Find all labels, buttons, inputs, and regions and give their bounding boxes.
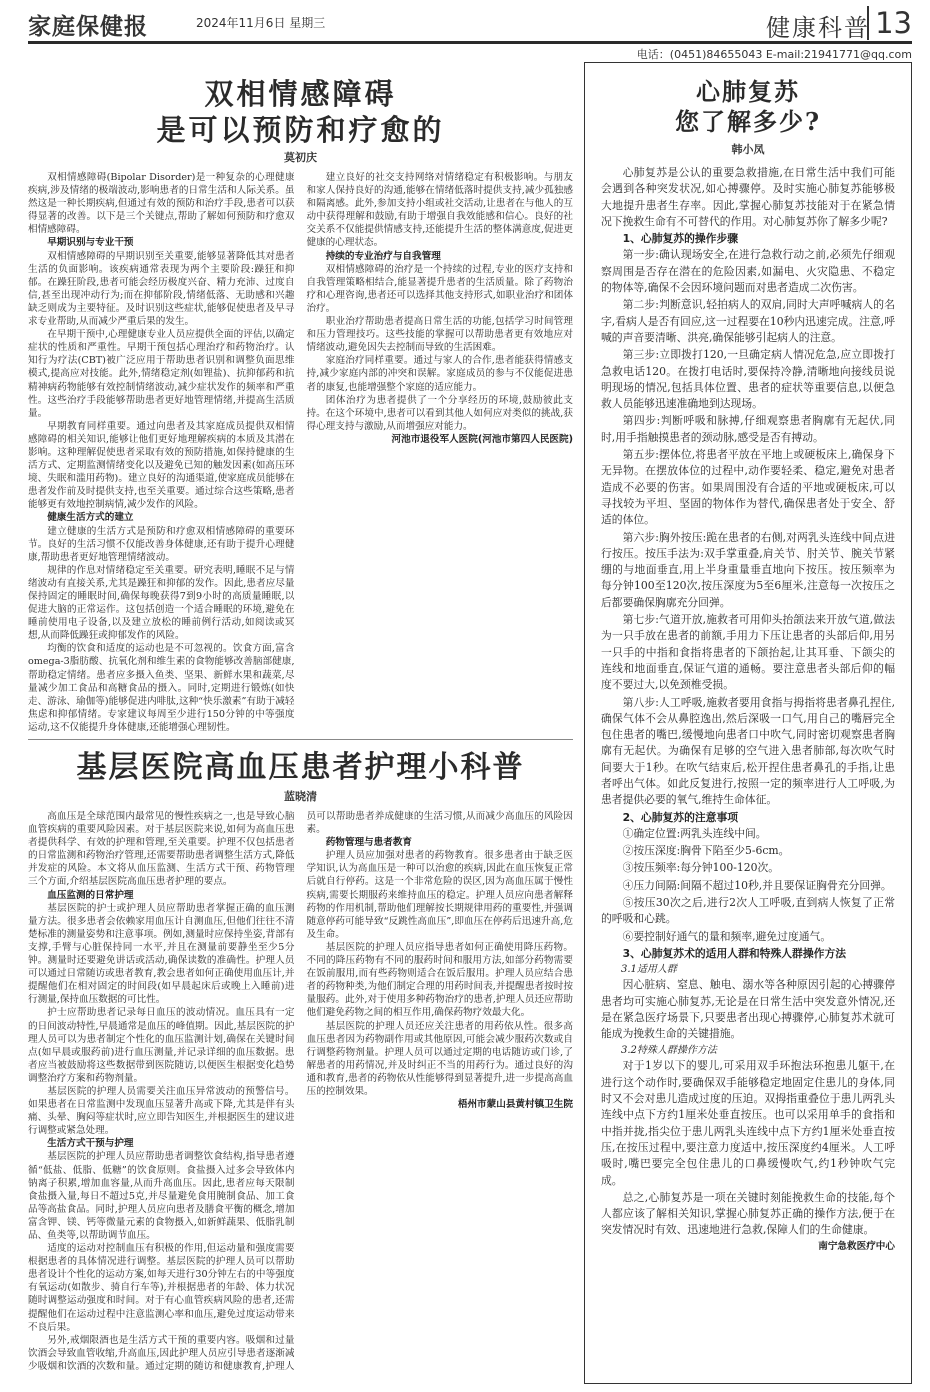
paragraph: 第四步:判断呼吸和脉搏,仔细观察患者胸廓有无起伏,同时,用手指触摸患者的颈动脉,感受是否有搏动。 [601,414,895,444]
paragraph: 护士应帮助患者记录每日血压的波动情况。血压具有一定的日间波动特性,早晨通常是血压的峰值期。因此,基层医院的护理人员可以为患者制定个性化的血压监测计划,确保在关键时间点(如早晨或服药前)进行血压测量,并记录详细的血压数据。患者应当被鼓励将这些数据带到医院随访,以便医生根据变化趋势调整治疗方案和药物剂量。 [28,1007,295,1084]
paragraph: 另外,戒烟限酒也是生活方式干预的重要内容。吸烟和过量饮酒会导致血管收缩,升高血压,因此护理人员应引导患者逐渐减少吸烟和饮酒的次数和量。通过定期的随访和健康教育,护理人员可以帮助患者养成健康的生活习惯,从而减少高血压的风险因素。 [28,811,573,1372]
section-heading: 健康生活方式的建立 [47,512,134,524]
article-bipolar [28,76,573,734]
section-heading: 生活方式干预与护理 [47,1138,134,1150]
article-body [28,171,573,745]
article-title-line: 是可以预防和疗愈的 [156,113,445,147]
paragraph: ②按压深度:胸骨下陷至少5-6cm。 [622,844,790,858]
section-heading: 血压监测的日常护理 [47,889,134,901]
author-affiliation: 河池市退役军人医院(河池市第四人民医院) [391,433,573,445]
subsection-heading: 3.1适用人群 [621,964,677,976]
section-heading: 早期识别与专业干预 [47,237,134,249]
paragraph: 在早期干预中,心理健康专业人员应提供全面的评估,以确定症状的性质和严重性。早期干预包括心理治疗和药物治疗。认知行为疗法(CBT)被广泛应用于帮助患者识别和调整负面思维模式,提高应对技能。此外,情绪稳定剂(如锂盐)、抗抑郁药和抗精神病药物能够有效控制情绪波动,减少症状发作的频率和严重性。这些治疗手段能够帮助患者更好地管理情绪,并提高生活质量。 [28,329,295,419]
article-divider [28,739,573,740]
issue-date: 2024年11月6日 星期三 [196,16,326,30]
sidebar-title-line: 心肺复苏 [696,77,800,106]
newspaper-name: 家庭保健报 [28,14,148,40]
paragraph: 基层医院的护理人员还应关注患者的用药依从性。很多高血压患者因为药物副作用或其他原因,可能会减少服药次数或自行调整药物剂量。护理人员可以通过定期的电话随访或门诊,了解患者的用药情况,并及时纠正不当的用药行为。通过良好的沟通和教育,患者的药物依从性能够得到显著提升,进一步提高高血压的控制效果。 [306,1020,573,1097]
paragraph: 基层医院的护士或护理人员应帮助患者掌握正确的血压测量方法。很多患者会依赖家用血压计自测血压,但他们往往不清楚标准的测量姿势和注意事项。例如,测量时应保持坐姿,背部有支撑,手臂与心脏保持同一水平,并且在测量前要静坐至少5分钟。测量时还要避免讲话或活动,确保读数的准确性。护理人员可以通过日常随访或患者教育,教会患者如何正确使用血压计,并提醒他们在相对固定的时间段(如早晨起床后或晚上入睡前)进行测量,保持血压数据的可比性。 [28,902,295,1006]
sidebar-title-line: 您了解多少? [674,107,822,136]
paragraph: ④压力间隔:间隔不超过10秒,并且要保证胸骨充分回弹。 [622,878,892,892]
article-author: 蓝晓清 [284,790,317,803]
sidebar-author: 韩小凤 [731,143,765,156]
page-number: 13 [867,6,912,40]
subsection-heading: 3.2特殊人群操作方法 [621,1045,717,1057]
section-heading: 2、心肺复苏的注意事项 [622,810,739,824]
author-affiliation: 南宁急救医疗中心 [818,1240,895,1252]
paragraph: 团体治疗为患者提供了一个分享经历的环境,鼓励彼此支持。在这个环境中,患者可以看到其他人如何应对类似的挑战,获得心理支持与激励,从而增强应对能力。 [306,394,573,432]
section-name: 健康科普 [766,14,870,42]
article-hypertension [28,748,573,1384]
paragraph: ⑤按压30次之后,进行2次人工呼吸,直到病人恢复了正常的呼吸和心跳。 [601,896,895,926]
article-title [28,76,573,148]
paragraph: 均衡的饮食和适度的运动也是不可忽视的。饮食方面,富含omega-3脂肪酸、抗氧化剂和维生素的食物能够改善脑部健康,帮助稳定情绪。患者应多摄入鱼类、坚果、新鲜水果和蔬菜,尽量减少加工食品和高糖食品的摄入。同时,定期进行锻炼(如快走、游泳、瑜伽等)能够促进内啡肽,这种“快乐激素”有助于减轻焦虑和抑郁情绪。专家建议每周至少进行150分钟的中等强度运动,这不仅能提升身体健康,还能增强心理韧性。 [28,643,295,733]
paragraph: 规律的作息对情绪稳定至关重要。研究表明,睡眠不足与情绪波动有直接关系,尤其是躁狂和抑郁的发作。因此,患者应尽量保持固定的睡眠时间,确保每晚获得7到9小时的高质量睡眠,以促进大脑的正常运作。这包括创造一个适合睡眠的环境,避免在睡前使用电子设备,以及建立放松的睡前例行活动,如阅读或冥想,从而降低躁狂或抑郁发作的风险。 [28,564,295,642]
paragraph: 第一步:确认现场安全,在进行急救行动之前,必须先仔细观察周围是否存在潜在的危险因素,如漏电、火灾隐患、不稳定的物体等,确保不会因环境问题而对患者造成二次伤害。 [601,248,895,295]
sidebar-body [601,165,895,1253]
paragraph: 基层医院的护理人员应指导患者如何正确使用降压药物。不同的降压药物有不同的服药时间和服用方法,如部分药物需要在饭前服用,而有些药物则适合在饭后服用。护理人员应结合患者的药物种类,为他们制定合理的用药时间表,并提醒患者按时按量服药。此外,对于使用多种药物治疗的患者,护理人员还应帮助他们避免药物之间的相互作用,确保药物疗效最大化。 [306,941,573,1019]
paragraph: 基层医院的护理人员需要关注血压异常波动的预警信号。如果患者在日常监测中发现血压显著升高或下降,尤其是伴有头痛、头晕、胸闷等症状时,应立即告知医生,并根据医生的建议进行调整或紧急处理。 [28,1085,295,1137]
paragraph: 基层医院的护理人员应帮助患者调整饮食结构,指导患者遵循“低盐、低脂、低糖”的饮食原则。食盐摄入过多会导致体内钠离子积累,增加血容量,从而升高血压。因此,患者应每天限制食盐摄入量,每日不超过5克,并尽量避免食用腌制食品、加工食品等高盐食品。同时,护理人员应向患者及膳食平衡的概念,增加富含钾、镁、钙等微量元素的食物摄入,如新鲜蔬果、低脂乳制品、鱼类等,以帮助调节血压。 [28,1151,295,1241]
paragraph: ①确定位置:两乳头连线中间。 [622,826,767,840]
section-heading: 药物管理与患者教育 [325,837,413,849]
contact-info: 电话：(0451)84655043 E-mail:21941771@qq.com [636,48,912,61]
paragraph: 第三步:立即拨打120,一旦确定病人情况危急,应立即拨打急救电话120。在拨打电话时,要保持冷静,清晰地向接线员说明现场的情况,包括具体位置、患者的症状等重要信息,以便急救人员能够迅速准确地到达现场。 [601,348,895,411]
masthead [28,8,912,44]
paragraph: 适度的运动对控制血压有积极的作用,但运动量和强度需要根据患者的具体情况进行调整。基层医院的护理人员可以帮助患者设计个性化的运动方案,如每天进行30分钟左右的中等强度有氧运动(如散步、骑自行车等),并根据患者的年龄、体力状况随时调整运动强度和时间。对于有心血管疾病风险的患者,还需提醒他们在运动过程中注意监测心率和血压,避免过度运动带来不良后果。 [28,1243,295,1333]
section-heading: 持续的专业治疗与自我管理 [325,250,441,262]
paragraph: 第五步:摆体位,将患者平放在平地上或硬板床上,确保身下无异物。在摆放体位的过程中,动作要轻柔、稳定,避免对患者造成不必要的伤害。如果周围没有合适的平地或硬板床,可以寻找较为平坦、坚固的物体作为替代,确保患者处于安全、舒适的体位。 [601,448,895,527]
paragraph: 高血压是全球范围内最常见的慢性疾病之一,也是导致心脑血管疾病的重要风险因素。对于基层医院来说,如何为高血压患者提供科学、有效的护理和管理,至关重要。护理不仅包括患者的日常监测和药物治疗管理,还需要帮助患者调整生活方式,降低并发症的风险。本文将从血压监测、生活方式干预、药物管理三个方面,介绍基层医院高血压患者护理的要点。 [28,811,295,888]
paragraph: ③按压频率:每分钟100-120次。 [622,861,780,875]
article-title: 基层医院高血压患者护理小科普 [76,750,525,785]
paragraph: 家庭治疗同样重要。通过与家人的合作,患者能获得情感支持,减少家庭内部的冲突和误解。家庭成员的参与不仅能促进患者的康复,也能增强整个家庭的适应能力。 [306,355,573,393]
sidebar-title [601,77,895,137]
section-heading: 3、心肺复苏术的适用人群和特殊人群操作方法 [622,946,847,960]
paragraph: 第七步:气道开放,施救者可用仰头抬颌法来开放气道,做法为一只手放在患者的前额,手用力下压让患者的头部后仰,用另一只手的中指和食指将患者的下颌抬起,让其耳垂、下颌尖的连线和地面垂直,保证气道的通畅。要注意患者头部后仰的幅度不要过大,以免颈椎受损。 [601,613,895,692]
author-affiliation: 梧州市蒙山县黄村镇卫生院 [457,1099,573,1111]
paragraph: 双相情感障碍(Bipolar Disorder)是一种复杂的心理健康疾病,涉及情绪的极端波动,影响患者的日常生活和人际关系。虽然这是一种长期疾病,但通过有效的预防和治疗手段,患者可以获得显著的改善。以下是三个关键点,帮助了解如何预防和疗愈双相情感障碍。 [28,172,295,236]
paragraph: ⑥要控制好通气的量和频率,避免过度通气。 [622,929,832,943]
article-title-line: 双相情感障碍 [204,77,397,111]
paragraph: 第二步:判断意识,轻拍病人的双肩,同时大声呼喊病人的名字,看病人是否有回应,这一过程要在10秒内迅速完成。注意,呼喊的声音要清晰、洪亮,确保能够引起病人的注意。 [601,298,895,344]
paragraph: 双相情感障碍的治疗是一个持续的过程,专业的医疗支持和自我管理策略相结合,能显著提升患者的生活质量。除了药物治疗和心理咨询,患者还可以选择其他支持形式,如职业治疗和团体治疗。 [306,263,573,314]
article-body [28,810,573,1380]
paragraph: 第六步:胸外按压:跪在患者的右侧,对两乳头连线中间点进行按压。按压手法为:双手掌重叠,肩关节、肘关节、腕关节紧绷的与地面垂直,用上半身重量垂直地向下按压。按压频率为每分钟100至120次,按压深度为5至6厘米,注意每一次按压之后都要确保胸廓充分回弹。 [601,530,895,609]
paragraph: 总之,心肺复苏是一项在关键时刻能挽救生命的技能,每个人都应该了解相关知识,掌握心肺复苏正确的操作方法,便于在突发情况时有效、迅速地进行急救,保障人们的生命健康。 [601,1190,895,1237]
article-author: 莫初庆 [284,151,317,164]
section-heading: 1、心肺复苏的操作步骤 [622,232,739,246]
paragraph: 建立健康的生活方式是预防和疗愈双相情感障碍的重要环节。良好的生活习惯不仅能改善身体健康,还有助于提升心理健康,帮助患者更好地管理情绪波动。 [28,525,295,563]
paragraph: 职业治疗帮助患者提高日常生活的功能,包括学习时间管理和压力管理技巧。这些技能的掌握可以帮助患者更有效地应对情绪波动,避免因失去控制而导致的生活困难。 [306,316,573,354]
paragraph: 建立良好的社交支持网络对情绪稳定有积极影响。与朋友和家人保持良好的沟通,能够在情绪低落时提供支持,减少孤独感和隔离感。此外,参加支持小组或社交活动,让患者在与他人的互动中获得理解和鼓励,有助于增强自我效能感和信心。良好的社交关系不仅能提供情感支持,还能提升生活的整体满意度,促进更健康的心理状态。 [306,172,573,249]
cpr-sidebar [584,62,912,1384]
paragraph: 双相情感障碍的早期识别至关重要,能够显著降低其对患者生活的负面影响。该疾病通常表现为两个主要阶段:躁狂和抑郁。在躁狂阶段,患者可能会经历极度兴奋、精力充沛、过度自信,甚至出现冲动行为;而在抑郁阶段,情绪低落、无助感和兴趣缺乏则成为主要特征。及时识别这些症状,能够促使患者及早寻求专业帮助,从而减少严重后果的发生。 [28,250,295,328]
paragraph: 因心脏病、窒息、触电、溺水等各种原因引起的心搏骤停患者均可实施心肺复苏,无论是在日常生活中突发意外情况,还是在紧急医疗场景下,只要患者出现心搏骤停,心肺复苏术就可能成为挽救生命的关键措施。 [601,978,895,1041]
paragraph: 心肺复苏是公认的重要急救措施,在日常生活中我们可能会遇到各种突发状况,如心搏骤停。及时实施心肺复苏能够极大地提升患者生存率。因此,掌握心肺复苏技能对于在紧急情况下挽救生命有不可替代的作用。对心肺复苏你了解多少呢? [601,166,895,228]
paragraph: 早期教育同样重要。通过向患者及其家庭成员提供双相情感障碍的相关知识,能够让他们更好地理解疾病的本质及其潜在影响。这种理解促使患者采取有效的预防措施,如保持健康的生活方式、定期监测情绪变化以及避免已知的触发因素(如高压环境、失眠和滥用药物)。建立良好的沟通渠道,使家庭成员能够在患者发作前及时提供支持,也至关重要。通过综合这些策略,患者能够更有效地控制病情,减少发作的风险。 [28,420,295,511]
paragraph: 护理人员应加强对患者的药物教育。很多患者由于缺乏医学知识,认为高血压是一种可以治愈的疾病,因此在血压恢复正常后就自行停药。这是一个非常危险的误区,因为高血压属于慢性疾病,需要长期服药来维持血压的稳定。护理人员应向患者解释药物的作用机制,帮助他们理解按长期规律用药的重要性,并强调随意停药可能导致“反跳性高血压”,即血压在停药后迅速升高,危及生命。 [306,850,573,940]
paragraph: 第八步:人工呼吸,施救者要用食指与拇指将患者鼻孔捏住,确保气体不会从鼻腔逸出,然后深吸一口气,用自己的嘴唇完全包住患者的嘴巴,缓慢地向患者口中吹气,同时密切观察患者胸廓有无起伏。为确保有足够的空气进入患者肺部,每次吹气时间要大于1秒。在吹气结束后,松开捏住患者鼻孔的手指,让患者呼出气体。如此反复进行,按照一定的频率进行人工呼吸,为患者提供必要的氧气,维持生命体征。 [601,695,895,807]
paragraph: 对于1岁以下的婴儿,可采用双手环抱法环抱患儿躯干,在进行这个动作时,要确保双手能够稳定地固定住患儿的身体,同时又不会对患儿造成过度的压迫。双拇指重叠位于患儿两乳头连线中点下方约1厘米处垂直按压。也可以采用单手的食指和中指并拢,指尖位于患儿两乳头连线中点下方约1厘米处垂直按压,在按压过程中,要注意力度适中,按压深度约4厘米。人工呼吸时,嘴巴要完全包住患儿的口鼻缓慢吹气,约1秒钟吹气完成。 [601,1059,895,1187]
